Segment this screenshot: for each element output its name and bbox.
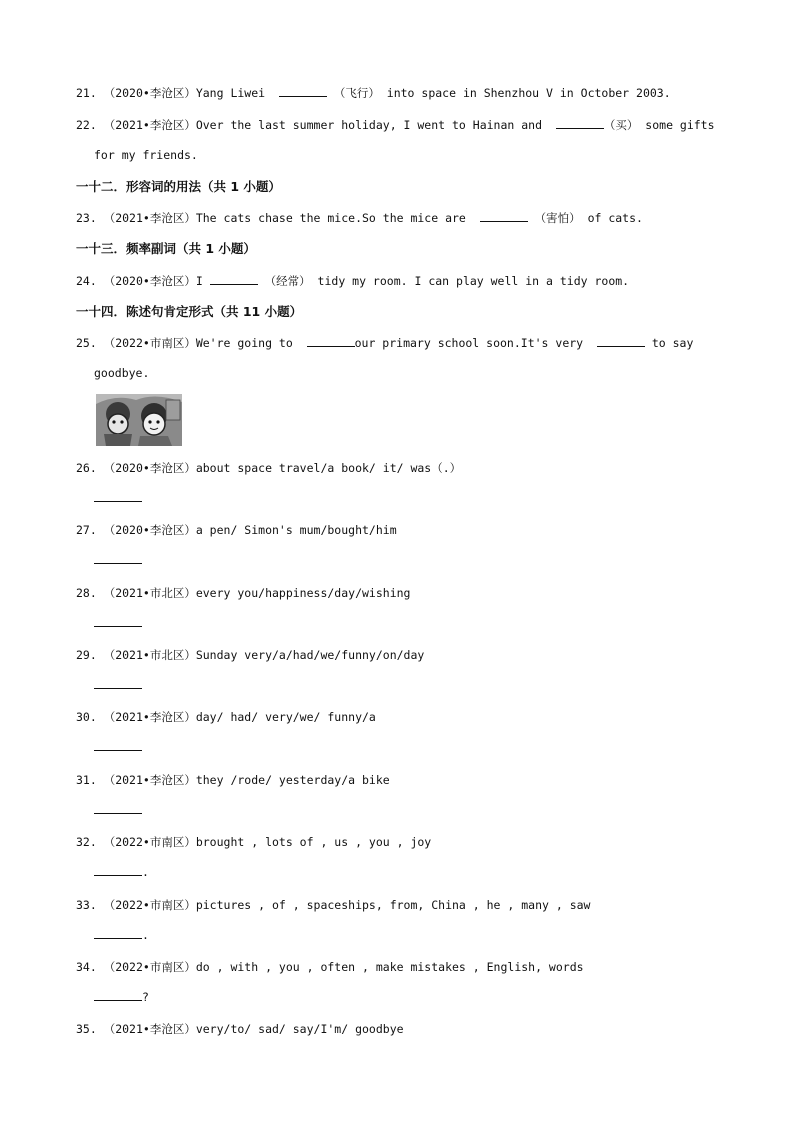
question-source: （2020•李沧区）: [103, 86, 196, 100]
question-source: （2022•市南区）: [103, 898, 196, 912]
question-hint: （经常）: [257, 274, 318, 288]
question-number: 27.: [76, 523, 104, 537]
question-30: [76, 709, 376, 725]
question-text: We're going to: [195, 336, 307, 350]
question-text: our primary school soon.It's very: [354, 336, 597, 350]
answer-blank[interactable]: [94, 928, 142, 939]
question-text: I: [195, 274, 210, 288]
question-text: every you/happiness/day/wishing: [195, 586, 411, 600]
question-text: Over the last summer holiday, I went to Hainan and: [195, 118, 556, 132]
answer-row: [94, 928, 149, 942]
question-number: 21.: [76, 86, 104, 100]
question-number: 26.: [76, 461, 104, 475]
question-28: [76, 585, 410, 601]
question-23: [76, 210, 643, 226]
question-text: day/ had/ very/we/ funny/a: [195, 710, 376, 724]
answer-blank[interactable]: [307, 336, 355, 347]
question-26: [76, 460, 461, 476]
question-text: do , with , you , often , make mistakes , English, words: [195, 960, 584, 974]
question-32: [76, 834, 431, 850]
section-heading-12: 一十二．形容词的用法（共 1 小题）: [76, 179, 281, 194]
answer-blank[interactable]: [480, 211, 528, 222]
sentence-end-mark: .: [142, 865, 149, 879]
question-source: （2022•市南区）: [103, 960, 196, 974]
answer-blank[interactable]: [210, 274, 258, 285]
question-text: brought , lots of , us , you , joy: [195, 835, 432, 849]
question-33: [76, 897, 590, 913]
question-text: into space in Shenzhou V in October 2003.: [386, 86, 671, 100]
answer-row: [94, 865, 149, 879]
question-hint: （买）: [603, 118, 646, 132]
question-number: 32.: [76, 835, 104, 849]
section-heading-13: 一十三．频率副词（共 1 小题）: [76, 241, 256, 256]
answer-row: [94, 990, 149, 1004]
question-source: （2022•市南区）: [103, 336, 196, 350]
question-source: （2021•李沧区）: [103, 211, 196, 225]
question-34: [76, 959, 584, 975]
question-source: （2020•李沧区）: [103, 461, 196, 475]
question-source: （2020•李沧区）: [103, 274, 196, 288]
question-number: 22.: [76, 118, 104, 132]
answer-blank[interactable]: [556, 118, 604, 129]
question-text: about space travel/a book/ it/ was（.）: [195, 461, 462, 475]
question-text: tidy my room. I can play well in a tidy room.: [317, 274, 630, 288]
question-source: （2021•市北区）: [103, 648, 196, 662]
answer-blank[interactable]: [94, 865, 142, 876]
answer-row: [94, 803, 142, 817]
question-35: [76, 1021, 404, 1037]
sentence-end-mark: .: [142, 928, 149, 942]
answer-row: [94, 553, 142, 567]
answer-blank[interactable]: [94, 553, 142, 564]
answer-row: [94, 616, 142, 630]
question-source: （2022•市南区）: [103, 835, 196, 849]
question-21: [76, 85, 671, 101]
question-text: they /rode/ yesterday/a bike: [195, 773, 390, 787]
question-29: [76, 647, 424, 663]
question-text: some gifts: [645, 118, 715, 132]
answer-blank[interactable]: [94, 491, 142, 502]
question-27: [76, 522, 397, 538]
question-number: 23.: [76, 211, 104, 225]
question-number: 34.: [76, 960, 104, 974]
question-number: 35.: [76, 1022, 104, 1036]
question-text: pictures , of , spaceships, from, China , he , many , saw: [195, 898, 591, 912]
question-number: 30.: [76, 710, 104, 724]
cartoon-illustration: [96, 394, 182, 446]
answer-blank[interactable]: [94, 740, 142, 751]
answer-row: [94, 678, 142, 692]
question-number: 28.: [76, 586, 104, 600]
question-hint: （飞行）: [326, 86, 387, 100]
question-22-cont: for my friends.: [94, 148, 198, 162]
question-text: very/to/ sad/ say/I'm/ goodbye: [195, 1022, 404, 1036]
question-source: （2021•李沧区）: [103, 773, 196, 787]
answer-blank[interactable]: [94, 678, 142, 689]
question-number: 29.: [76, 648, 104, 662]
question-24: [76, 273, 629, 289]
question-number: 31.: [76, 773, 104, 787]
question-31: [76, 772, 390, 788]
answer-blank[interactable]: [94, 803, 142, 814]
question-number: 33.: [76, 898, 104, 912]
answer-blank[interactable]: [279, 86, 327, 97]
answer-blank[interactable]: [94, 616, 142, 627]
question-source: （2021•李沧区）: [103, 118, 196, 132]
question-text: to say: [644, 336, 694, 350]
question-text: Sunday very/a/had/we/funny/on/day: [195, 648, 425, 662]
section-heading-14: 一十四．陈述句肯定形式（共 11 小题）: [76, 304, 303, 319]
answer-row: [94, 491, 142, 505]
question-hint: （害怕）: [527, 211, 588, 225]
question-source: （2020•李沧区）: [103, 523, 196, 537]
answer-blank[interactable]: [94, 990, 142, 1001]
question-number: 24.: [76, 274, 104, 288]
question-text: Yang Liwei: [195, 86, 279, 100]
answer-row: [94, 740, 142, 754]
question-number: 25.: [76, 336, 104, 350]
question-text: of cats.: [587, 211, 643, 225]
question-source: （2021•市北区）: [103, 586, 196, 600]
question-22: [76, 117, 715, 133]
answer-blank[interactable]: [597, 336, 645, 347]
question-25: [76, 335, 693, 351]
question-text: a pen/ Simon's mum/bought/him: [195, 523, 397, 537]
sentence-end-mark: ?: [142, 990, 149, 1004]
question-source: （2021•李沧区）: [103, 710, 196, 724]
question-25-cont: goodbye.: [94, 366, 150, 380]
question-source: （2021•李沧区）: [103, 1022, 196, 1036]
question-text: The cats chase the mice.So the mice are: [195, 211, 480, 225]
